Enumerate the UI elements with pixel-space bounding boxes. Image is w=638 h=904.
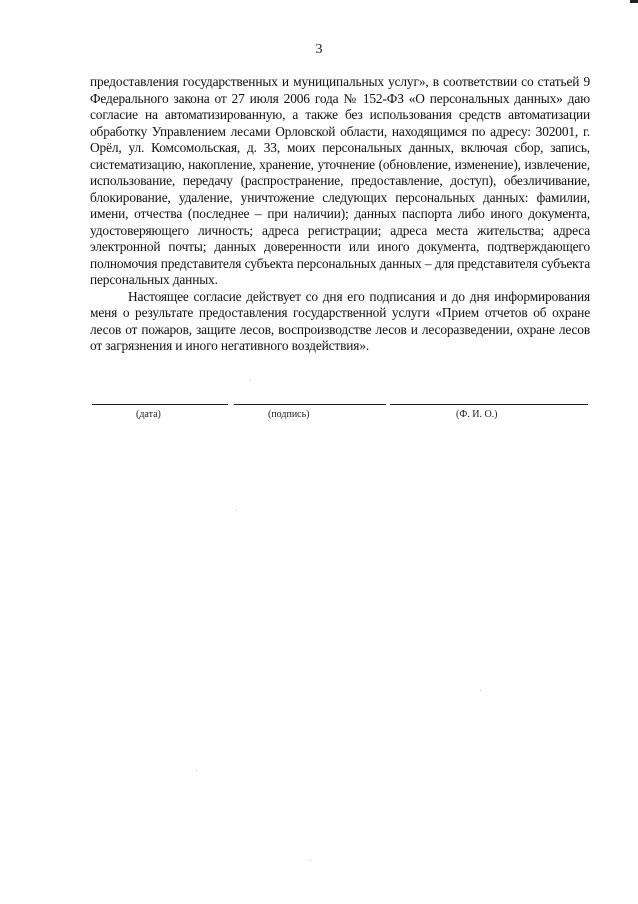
date-label: (дата) bbox=[136, 409, 161, 420]
consent-body-text bbox=[90, 74, 590, 355]
scan-corner-mark bbox=[630, 0, 638, 3]
scan-speck bbox=[250, 380, 251, 381]
signature-block bbox=[92, 404, 588, 434]
date-line bbox=[92, 404, 228, 405]
signature-line bbox=[234, 404, 386, 405]
name-label: (Ф. И. О.) bbox=[456, 409, 498, 420]
page-number: 3 bbox=[315, 42, 323, 57]
scan-speck bbox=[236, 510, 237, 511]
scan-speck bbox=[310, 860, 311, 861]
name-line bbox=[390, 404, 588, 405]
signature-label: (подпись) bbox=[268, 409, 310, 420]
scan-speck bbox=[268, 420, 269, 421]
paragraph-consent-validity: Настоящее согласие действует со дня его подписания и до дня информирования меня о результате предоставления государственной услуги «Прием отчетов об охране лесов от пожаров, защите лесов, воспроизводстве лесов и лесоразведении, охране лесов от загрязнения и иного негативного воздействия». bbox=[90, 288, 590, 353]
scan-speck bbox=[480, 690, 481, 691]
scan-speck bbox=[196, 770, 197, 771]
paragraph-consent-scope: предоставления государственных и муниципальных услуг», в соответствии со статьей 9 Федерального закона от 27 июля 2006 года № 152-ФЗ «О персональных данных» даю согласие на автоматизированную, а также без использования средств автоматизации обработку Управлением лесами Орловской области, находящимся по адресу: 302001, г. Орёл, ул. Комсомольская, д. 33, моих персональных данных, включая сбор, запись, систематизацию, накопление, хранение, уточнение (обновление, изменение), извлечение, использование, передачу (распространение, предоставление, доступ), обезличивание, блокирование, удаление, уничтожение следующих персональных данных: фамилии, имени, отчества (последнее – при наличии); данных паспорта либо иного документа, удостоверяющего личность; адреса регистрации; адреса места жительства; адреса электронной почты; данных доверенности или иного документа, подтверждающего полномочия представителя субъекта персональных данных – для представителя субъекта персональных данных. bbox=[90, 74, 590, 287]
